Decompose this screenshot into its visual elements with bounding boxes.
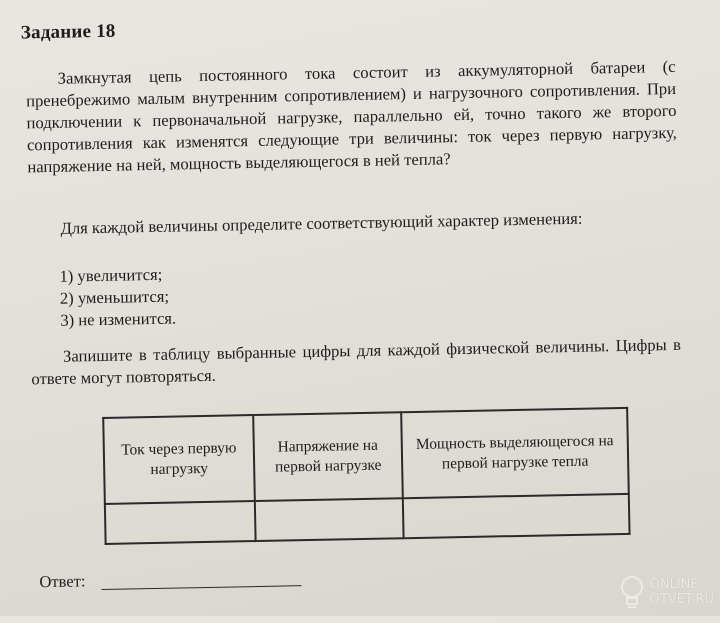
lightbulb-icon: [617, 574, 647, 610]
options-list: [59, 264, 176, 332]
answer-table-header-row: [103, 408, 629, 504]
task-instruction-text: Для каждой величины определите соответствующий характер изменения:: [60, 208, 583, 238]
table-instruction-text: Запишите в таблицу выбранные цифры для каждой физической величины. Цифры в ответе могут повторяться.: [31, 334, 682, 389]
task-title: Задание 18: [20, 20, 116, 44]
value-cell-voltage[interactable]: [255, 498, 404, 541]
task-condition-text: Замкнутая цепь постоянного тока состоит из аккумуляторной батареи (с пренебрежимо малым внутренним сопротивлением) и нагрузочного сопротивления. При подключении к первоначальной нагрузке, параллельно ей, точно такого же второго сопротивления как изменятся следующие три величины: ток через первую нагрузку, напряжение на ней, мощность выделяющегося в ней тепла?: [25, 56, 678, 177]
header-current: Ток через первую нагрузку: [103, 415, 255, 504]
header-power: Мощность выделяющегося на первой нагрузке тепла: [401, 408, 629, 498]
value-cell-current[interactable]: [105, 501, 256, 544]
answer-line[interactable]: [102, 585, 302, 590]
watermark: [617, 574, 714, 610]
task-paragraph-condition: [25, 56, 677, 178]
option-item: 1) увеличится;: [59, 264, 163, 286]
task-paragraph-instruction: [28, 206, 678, 240]
answer-label: Ответ:: [39, 571, 86, 592]
option-item: 3) не изменится.: [60, 308, 177, 330]
watermark-line2: OTVET.RU: [649, 592, 714, 607]
option-item: 2) уменьшится;: [59, 286, 170, 308]
watermark-text: [650, 577, 714, 607]
header-voltage: Напряжение на первой нагрузке: [253, 412, 403, 501]
watermark-line1: ONLINE: [649, 577, 699, 592]
value-cell-power[interactable]: [403, 494, 630, 538]
task-paragraph-table-instruction: [31, 334, 682, 390]
answer-table: [102, 407, 630, 545]
